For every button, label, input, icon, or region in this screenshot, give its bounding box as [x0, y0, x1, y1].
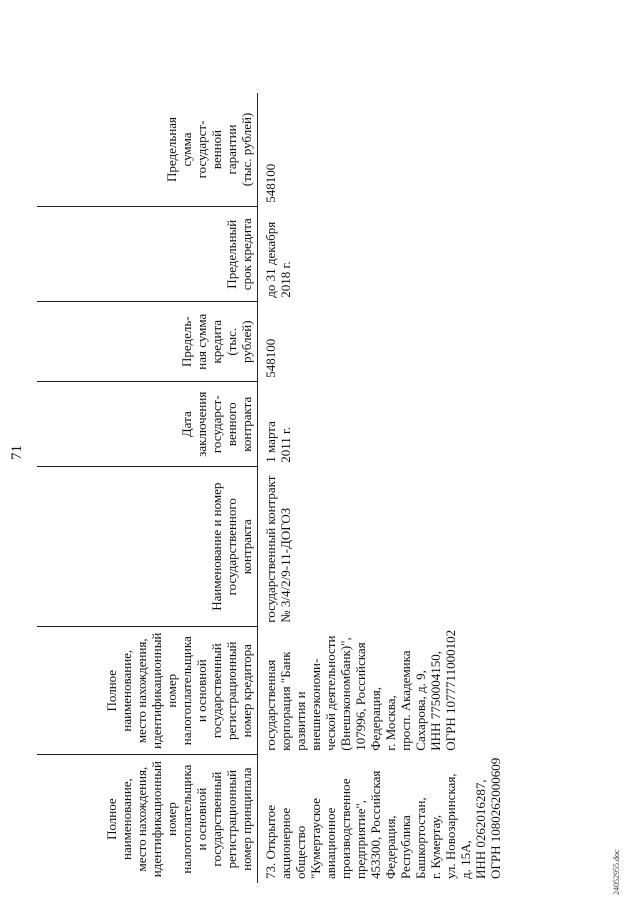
- cell-credit-sum: 548100: [263, 338, 278, 378]
- header-principal: [37, 755, 258, 883]
- header-principal-text: Полное наименование, место нахождения, идентификационный номер налогоплательщика и основной государственный регистрационный номер принципала: [104, 761, 254, 878]
- footer-code: 24052955.doc: [612, 849, 621, 895]
- header-contract: [37, 467, 258, 627]
- table-header-row: [37, 93, 258, 883]
- cell-credit-term: до 31 декабря 2018 г.: [263, 221, 293, 298]
- header-contract-date-text: Дата заключения государст- венного контракта: [179, 391, 254, 457]
- header-contract-text: Наименование и номер государственного контракта: [209, 482, 254, 611]
- cell-principal: 73. Открытое акционерное общество "Кумертауское авиационное производственное предприятие", 453300, Российская Федерация, Республика Башкортостан, г. Кумертау, ул. Новозаринская, д. 15А, ИНН 0262016287, ОГРН 1080262000609: [263, 757, 503, 879]
- cell-guarantee-sum: 548100: [263, 163, 278, 203]
- cell-contract-date: 1 марта 2011 г.: [263, 421, 293, 463]
- table-row: [258, 93, 504, 883]
- header-creditor-text: Полное наименование, место нахождения, идентификационный номер налогоплательщика и основной государственный регистрационный номер кредитора: [104, 632, 254, 749]
- header-guarantee-sum-text: Предельная сумма государст- венной гарантии (тыс. рублей): [164, 112, 254, 187]
- header-credit-term-text: Предельный срок кредита: [224, 218, 254, 291]
- header-credit-term: [37, 207, 258, 302]
- header-credit-sum-text: Предель- ная сумма кредита (тыс. рублей): [179, 313, 254, 370]
- header-contract-date: [37, 382, 258, 467]
- cell-contract: государственный контракт № 3/4/2/9-11-ДОГОЗ: [263, 475, 293, 623]
- header-guarantee-sum: [37, 93, 258, 207]
- guarantee-table: [37, 93, 503, 883]
- cell-creditor: государственная корпорация "Банк развития и внешнеэкономи- ческой деятельности (Внешэкономбанк)", 107996, Российская Федерация, г. Москва, просп. Академика Сахарова, д. 9, ИНН 7750004150, ОГРН 1077711000102: [263, 629, 458, 751]
- page-number: 71: [9, 445, 25, 460]
- header-creditor: [37, 627, 258, 755]
- header-credit-sum: [37, 302, 258, 382]
